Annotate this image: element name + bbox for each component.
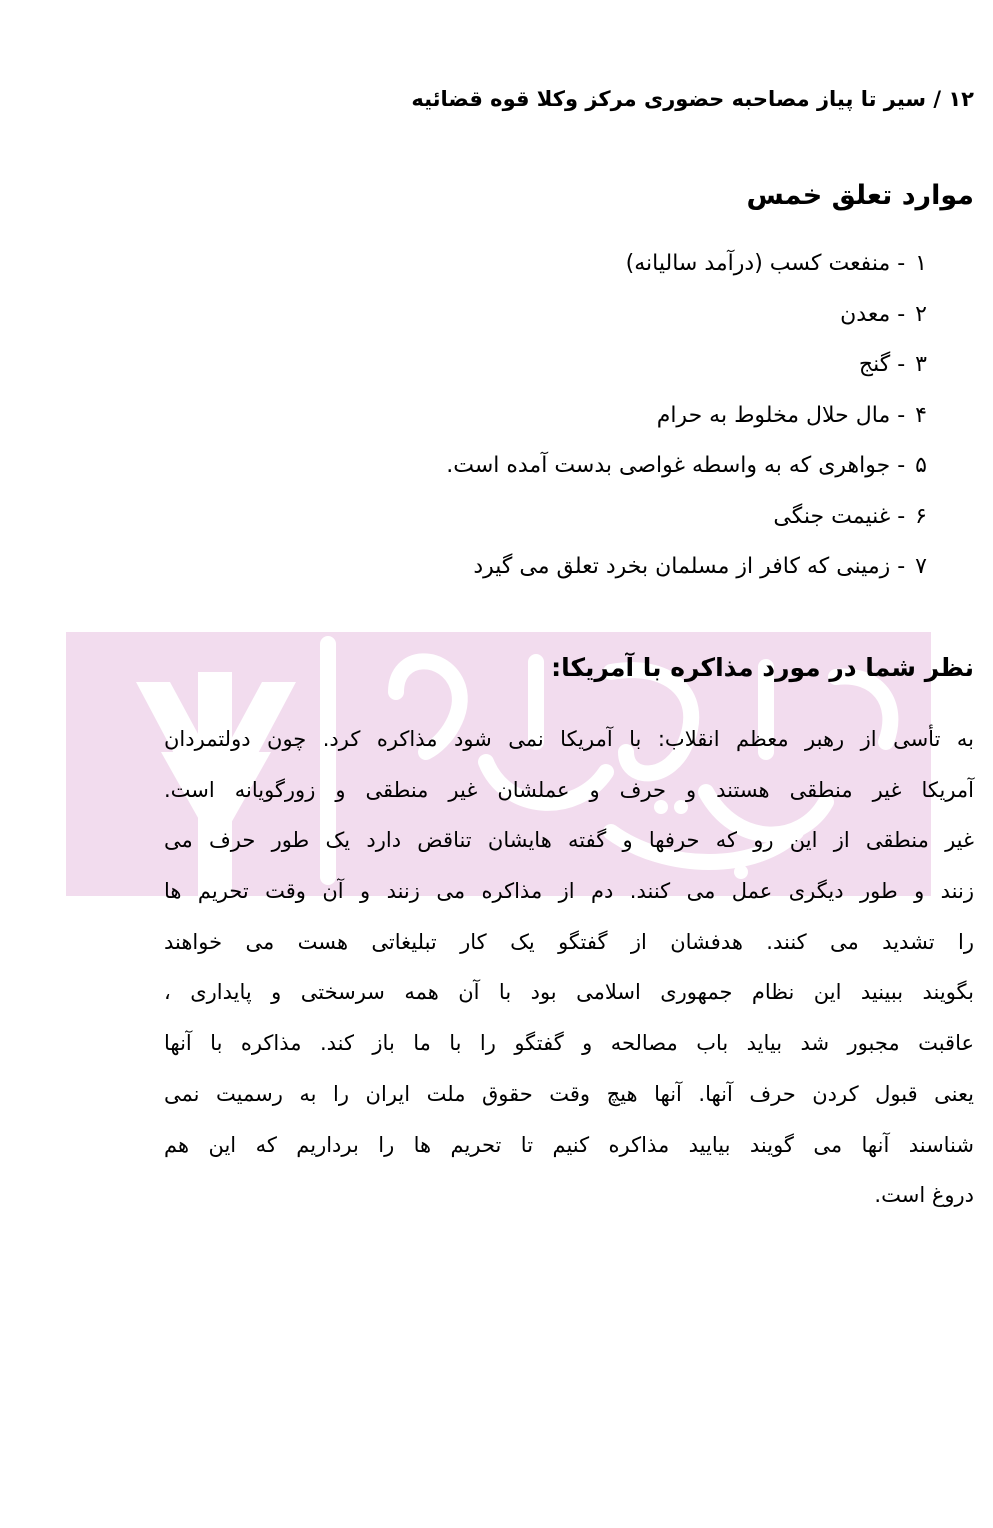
paragraph-line: بگویند ببینید این نظام جمهوری اسلامی بود با آن همه سرسختی و پایداری ، (164, 980, 974, 1005)
khums-list (307, 242, 927, 596)
paragraph-line: دروغ است. (874, 1183, 974, 1208)
paragraph-line: به تأسی از رهبر معظم انقلاب: با آمریکا نمی شود مذاکره کرد. چون دولتمردان (164, 727, 974, 751)
list-item-text: - زمینی که کافر از مسلمان بخرد تعلق می گیرد (473, 554, 906, 579)
list-item-text: - جواهری که به واسطه غواصی بدست آمده است. (446, 453, 906, 478)
list-item-text: - گنج (858, 352, 906, 377)
paragraph-line: یعنی قبول کردن حرف آنها. آنها هیچ وقت حقوق ملت ایران را به رسمیت نمی (164, 1081, 974, 1106)
list-item-number: ۵ (915, 453, 927, 478)
list-item-number: ۳ (915, 352, 927, 377)
paragraph-line: زنند و طور دیگری عمل می کنند. دم از مذاکره می زنند و آن وقت تحریم ها (164, 879, 974, 904)
list-item-number: ۱ (915, 251, 927, 276)
list-item (307, 545, 927, 596)
list-item (307, 293, 927, 344)
opinion-paragraph (164, 716, 974, 1223)
list-item-text: - منفعت کسب (درآمد سالیانه) (625, 251, 906, 276)
list-item (307, 242, 927, 293)
list-item (307, 343, 927, 394)
list-item (307, 444, 927, 495)
paragraph-line: را تشدید می کنند. هدفشان از گفتگو یک کار تبلیغاتی هست می خواهند (164, 929, 974, 954)
paragraph-line: عاقبت مجبور شد بیاید باب مصالحه و گفتگو را با ما باز کند. مذاکره با آنها (164, 1031, 974, 1056)
list-item-number: ۶ (915, 503, 927, 529)
list-item-text: - مال حلال مخلوط به حرام (656, 402, 906, 428)
list-item-text: - معدن (840, 301, 906, 327)
section-title-opinion: نظر شما در مورد مذاکره با آمریکا: (551, 653, 974, 682)
paragraph-line: آمریکا غیر منطقی هستند و حرف و عملشان غیر منطقی و زورگویانه است. (164, 777, 974, 802)
paragraph-line: شناسند آنها می گویند بیایید مذاکره کنیم تا تحریم ها را برداریم که این هم (164, 1132, 974, 1157)
list-item (307, 394, 927, 445)
paragraph-line: غیر منطقی از این رو که حرفها و گفته هایشان تناقض دارد یک طور حرف می (164, 828, 974, 853)
section-title-khums: موارد تعلق خمس (746, 180, 974, 211)
list-item-number: ۲ (915, 301, 927, 327)
running-header: ۱۲ / سیر تا پیاز مصاحبه حضوری مرکز وکلا قوه قضائیه (411, 87, 974, 111)
list-item-text: - غنیمت جنگی (773, 503, 906, 529)
list-item-number: ۴ (915, 402, 927, 428)
list-item (307, 495, 927, 546)
list-item-number: ۷ (915, 554, 927, 579)
